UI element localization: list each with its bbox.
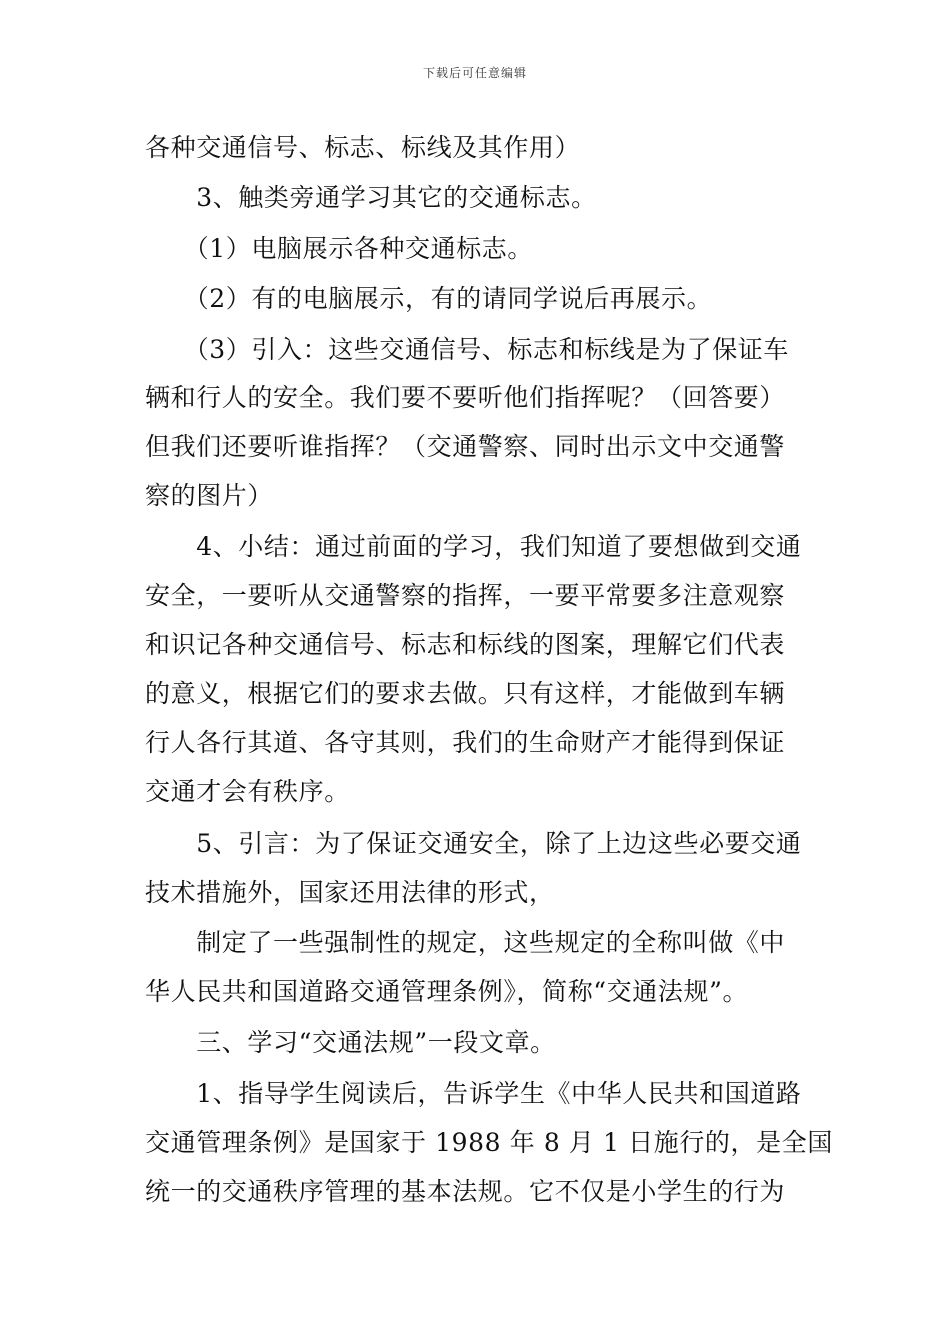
text-line: 制定了一些强制性的规定，这些规定的全称叫做《中 [145, 928, 786, 957]
text-line: 的意义，根据它们的要求去做。只有这样，才能做到车辆 [145, 679, 786, 708]
page-header: 下载后可任意编辑 [422, 66, 527, 80]
text-line: 各种交通信号、标志、标线及其作用） [145, 133, 581, 162]
text-line: 但我们还要听谁指挥？（交通警察、同时出示文中交通警 [145, 432, 786, 461]
text-line: （2）有的电脑展示，有的请同学说后再展示。 [145, 284, 713, 313]
text-line: （3）引入：这些交通信号、标志和标线是为了保证车 [145, 335, 790, 364]
text-line: 技术措施外，国家还用法律的形式， [145, 878, 555, 907]
text-line: 1、指导学生阅读后，告诉学生《中华人民共和国道路 [145, 1079, 802, 1108]
text-line: 行人各行其道、各守其则，我们的生命财产才能得到保证 [145, 728, 786, 757]
text-line: 3、触类旁通学习其它的交通标志。 [145, 183, 597, 212]
text-line: 华人民共和国道路交通管理条例》，简称“交通法规”。 [145, 977, 749, 1006]
text-line: 安全，一要听从交通警察的指挥，一要平常要多注意观察 [145, 581, 786, 610]
text-line: 辆和行人的安全。我们要不要听他们指挥呢？（回答要） [145, 383, 786, 412]
text-line: 察的图片） [145, 481, 274, 510]
text-line: 和识记各种交通信号、标志和标线的图案，理解它们代表 [145, 630, 786, 659]
text-line: 三、学习“交通法规”一段文章。 [145, 1028, 556, 1057]
text-line: 4、小结：通过前面的学习，我们知道了要想做到交通 [145, 532, 802, 561]
text-line: 统一的交通秩序管理的基本法规。它不仅是小学生的行为 [145, 1177, 786, 1206]
text-line: 交通管理条例》是国家于 1988 年 8 月 1 日施行的，是全国 [145, 1128, 833, 1157]
text-line: 交通才会有秩序。 [145, 777, 350, 806]
text-line: 5、引言：为了保证交通安全，除了上边这些必要交通 [145, 829, 802, 858]
text-line: （1）电脑展示各种交通标志。 [145, 234, 534, 263]
